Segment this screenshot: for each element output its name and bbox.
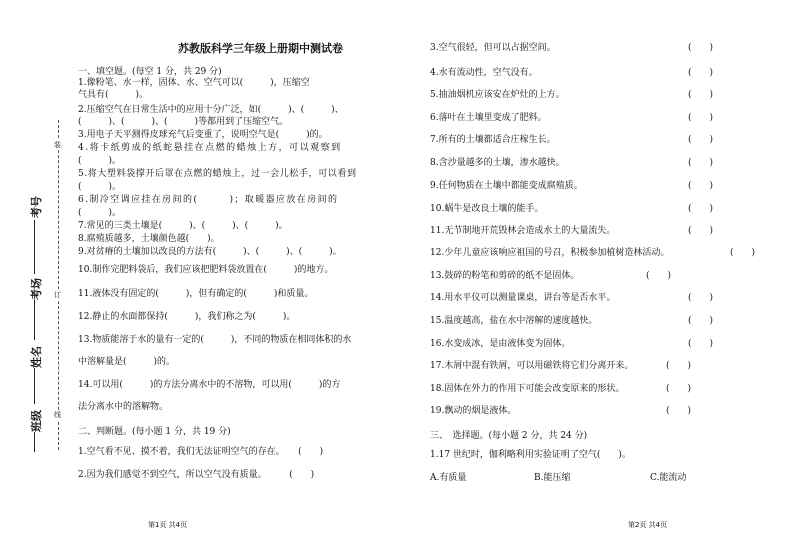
- answer-bracket[interactable]: ( ): [688, 43, 714, 53]
- margin-label-name: 姓名: [30, 346, 43, 368]
- answer-bracket[interactable]: ( ): [688, 316, 714, 326]
- question-line: 4.将卡纸剪成的纸蛇悬挂在点燃的蜡烛上方，可以观察到: [78, 143, 342, 153]
- judge-line: 19.飘动的烟是液体。: [430, 406, 517, 416]
- question-line: 10.制作完肥料袋后，我们应该把肥料袋放置在( )的地方。: [78, 265, 334, 275]
- question-line: ( )。: [78, 182, 122, 192]
- question-line: ( )、( )、( )等都用到了压缩空气。: [78, 117, 289, 127]
- answer-bracket[interactable]: ( ): [688, 158, 714, 168]
- judge-line: 13.鼓碎的粉笔和剪碎的纸不是固体。: [430, 271, 580, 281]
- answer-bracket[interactable]: ( ): [646, 271, 672, 281]
- judge-line: 17.木屑中混有铁屑，可以用磁铁将它们分离开来。: [430, 361, 634, 371]
- question-line: 12.静止的水面都保持( )，我们称之为( )。: [78, 312, 296, 322]
- margin-label-class: 班级: [30, 410, 43, 432]
- judge-line: 15.温度越高，盐在水中溶解的速度越快。: [430, 316, 598, 326]
- judge-line: 18.固体在外力的作用下可能会改变原来的形状。: [430, 384, 625, 394]
- judge-line: 3.空气很轻，但可以占据空间。: [430, 43, 556, 53]
- section-fill-blank: 一、填空题。(每空 1 分，共 29 分): [78, 67, 222, 77]
- answer-bracket[interactable]: ( ): [730, 248, 756, 258]
- answer-bracket[interactable]: ( ): [666, 361, 692, 371]
- answer-bracket[interactable]: ( ): [688, 113, 714, 123]
- margin-label-exam-number: 考号: [30, 196, 43, 218]
- judge-line: 7.所有的土壤都适合庄稼生长。: [430, 135, 556, 145]
- question-line: ( )。: [78, 208, 122, 218]
- answer-bracket[interactable]: ( ): [688, 226, 714, 236]
- question-line: 13.物质能溶于水的量有一定的( )，不同的物质在相同体积的水: [78, 335, 352, 345]
- cut-line: [58, 120, 59, 450]
- judge-line: 9.任何物质在土壤中都能变成腐殖质。: [430, 181, 583, 191]
- question-line: 2.压缩空气在日常生活中的应用十分广泛，如( )、( )、: [78, 105, 344, 115]
- cut-mark: 订: [54, 291, 61, 299]
- section-choice: 三、 选择题。(每小题 2 分，共 24 分): [430, 431, 588, 441]
- answer-bracket[interactable]: ( ): [666, 384, 692, 394]
- question-line: 7.常见的三类土壤是( )、( )、( )。: [78, 221, 288, 231]
- judge-line: 12.少年儿童应该响应祖国的号召，积极参加植树造林活动。: [430, 248, 670, 258]
- judge-line: 1.空气看不见、摸不着，我们无法证明空气的存在。 ( ): [78, 447, 324, 457]
- choice-question: 1.17 世纪时，伽利略利用实验证明了空气( )。: [430, 450, 631, 460]
- answer-bracket[interactable]: ( ): [688, 204, 714, 214]
- question-line: 气具有( )。: [78, 90, 149, 100]
- page-2: [430, 0, 770, 549]
- question-line: 8.腐殖质越多，土壤颜色越( )。: [78, 234, 220, 244]
- question-line: 法分离水中的溶解物。: [78, 402, 169, 412]
- answer-bracket[interactable]: ( ): [688, 90, 714, 100]
- answer-bracket[interactable]: ( ): [688, 68, 714, 78]
- exam-number-blank[interactable]: [34, 220, 35, 274]
- judge-line: 16.水变成冰，是由液体变为固体。: [430, 339, 571, 349]
- question-line: 5.将大塑料袋撑开后罩在点燃的蜡烛上，过一会儿松手，可以看到: [78, 169, 357, 179]
- judge-line: 10.蜗牛是改良土壤的能手。: [430, 204, 544, 214]
- question-line: 11.液体没有固定的( )，但有确定的( )和质量。: [78, 289, 314, 299]
- answer-bracket[interactable]: ( ): [688, 293, 714, 303]
- choice-option-b[interactable]: B.能压缩: [534, 473, 571, 483]
- page-footer: 第1页 共4页: [148, 521, 188, 529]
- judge-line: 2.因为我们感觉不到空气，所以空气没有质量。 ( ): [78, 470, 315, 480]
- judge-line: 14.用水平仪可以测量课桌，讲台等是否水平。: [430, 293, 616, 303]
- choice-option-c[interactable]: C.能流动: [650, 473, 687, 483]
- cut-mark: 装: [54, 141, 61, 149]
- answer-bracket[interactable]: ( ): [688, 135, 714, 145]
- room-blank[interactable]: [34, 300, 35, 340]
- judge-line: 6.落叶在土壤里变成了肥料。: [430, 113, 547, 123]
- question-line: 9.对贫瘠的土壤加以改良的方法有( )、( )、( )。: [78, 247, 342, 257]
- judge-line: 4.水有流动性，空气没有。: [430, 68, 538, 78]
- page-1: [78, 0, 410, 549]
- section-judge: 二、判断题。(每小题 1 分，共 19 分): [78, 427, 231, 437]
- answer-bracket[interactable]: ( ): [666, 406, 692, 416]
- judge-line: 8.含沙量越多的土壤，渗水越快。: [430, 158, 565, 168]
- question-line: 3.用电子天平测得皮球充气后变重了，说明空气是( )的。: [78, 130, 328, 140]
- page-title: 苏教版科学三年级上册期中测试卷: [178, 42, 343, 55]
- question-line: 14.可以用( )的方法分离水中的不溶物，可以用( )的方: [78, 380, 341, 390]
- judge-line: 5.抽油烟机应该安在炉灶的上方。: [430, 90, 565, 100]
- question-line: 1.像粉笔、水一样，固体、水、空气可以( )，压缩空: [78, 78, 310, 88]
- page-footer: 第2页 共4页: [628, 521, 668, 529]
- question-line: 6.制冷空调应挂在房间的( )；取暖器应放在房间的: [78, 195, 339, 205]
- cut-mark: 线: [54, 411, 61, 419]
- class-blank[interactable]: [34, 432, 35, 452]
- name-blank[interactable]: [34, 368, 35, 404]
- question-line: ( )。: [78, 156, 122, 166]
- judge-line: 11.无节制地开荒毁林会造成水土的大量流失。: [430, 226, 616, 236]
- margin-label-room: 考场: [30, 278, 43, 300]
- answer-bracket[interactable]: ( ): [688, 339, 714, 349]
- question-line: 中溶解量是( )的。: [78, 357, 176, 367]
- answer-bracket[interactable]: ( ): [688, 181, 714, 191]
- choice-option-a[interactable]: A.有质量: [430, 473, 467, 483]
- binding-margin: [0, 0, 70, 549]
